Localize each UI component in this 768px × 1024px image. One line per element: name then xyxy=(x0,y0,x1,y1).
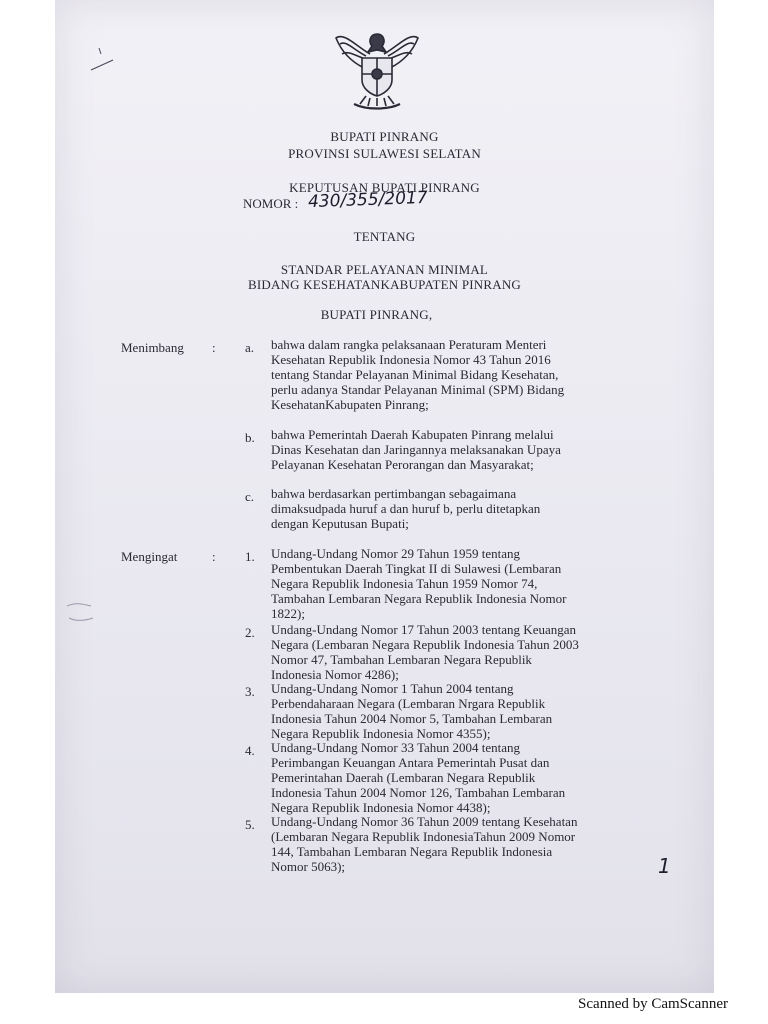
consideration-text: bahwa berdasarkan pertimbangan sebagaimana dimaksudpada huruf a dan huruf b, perlu ditetapkan dengan Keputusan Bupati; xyxy=(271,486,541,531)
pen-mark-icon xyxy=(89,40,119,76)
scanner-footer: Scanned by CamScanner xyxy=(578,996,728,1012)
mengingat-colon: : xyxy=(212,549,216,564)
legal-basis-text: Undang-Undang Nomor 17 Tahun 2003 tentang Keuangan Negara (Lembaran Negara Republik Indonesia Tahun 2003 Nomor 47, Tambahan Lembaran Negara Republik Indonesia Nomor 4286); xyxy=(271,622,579,682)
regent-heading: BUPATI PINRANG xyxy=(330,129,439,144)
consideration-marker: c. xyxy=(245,489,255,504)
legal-basis-marker: 3. xyxy=(245,684,255,699)
subject-line-1: STANDAR PELAYANAN MINIMAL xyxy=(280,262,489,277)
consideration-text: bahwa dalam rangka pelaksanaan Peraturam Menteri Kesehatan Republik Indonesia Nomor 43 Tahun 2016 tentang Standar Pelayanan Minimal Bidang Kesehatan, perlu adanya Standar Pelayanan Minimal (SPM) Bidang KesehatanKabupaten Pinrang; xyxy=(271,337,565,412)
consideration-marker: a. xyxy=(245,340,255,355)
legal-basis-text: Undang-Undang Nomor 36 Tahun 2009 tentang Kesehatan (Lembaran Negara Republik IndonesiaTahun 2009 Nomor 144, Tambahan Lembaran Negara Republik Indonesia Nomor 5063); xyxy=(271,814,578,874)
legal-basis-marker: 4. xyxy=(245,743,255,758)
decree-title: KEPUTUSAN BUPATI PINRANG xyxy=(289,180,480,195)
issuer-heading: BUPATI PINRANG, xyxy=(320,307,433,322)
legal-basis-text: Undang-Undang Nomor 29 Tahun 1959 tentang Pembentukan Daerah Tingkat II di Sulawesi (Lembaran Negara Republik Indonesia Tahun 1959 Nomor 74, Tambahan Lembaran Negara Republik Indonesia Nomor 1822); xyxy=(271,546,567,621)
page-number: 1 xyxy=(658,854,671,878)
tentang-heading: TENTANG xyxy=(353,229,416,244)
legal-basis-marker: 2. xyxy=(245,625,255,640)
legal-basis-text: Undang-Undang Nomor 33 Tahun 2004 tentang Perimbangan Keuangan Antara Pemerintah Pusat dan Pemerintahan Daerah (Lembaran Negara Republik Indonesia Tahun 2004 Nomor 126, Tambahan Lembaran Negara Republik Indonesia Nomor 4438); xyxy=(271,740,566,815)
subject-line-2: BIDANG KESEHATANKABUPATEN PINRANG xyxy=(247,277,522,292)
document-page xyxy=(55,0,714,993)
nomor-label: NOMOR : xyxy=(243,196,299,211)
nomor-handwritten-value: 430/355/2017 xyxy=(307,187,428,213)
menimbang-label: Menimbang xyxy=(121,340,184,355)
legal-basis-text: Undang-Undang Nomor 1 Tahun 2004 tentang Perbendaharaan Negara (Lembaran Nrgara Republik Indonesia Tahun 2004 Nomor 5, Tambahan Lembaran Negara Republik Indonesia Nomor 4355); xyxy=(271,681,553,741)
consideration-text: bahwa Pemerintah Daerah Kabupaten Pinrang melalui Dinas Kesehatan dan Jaringannya melaksanakan Upaya Pelayanan Kesehatan Perorangan dan Masyarakat; xyxy=(271,427,561,472)
legal-basis-marker: 5. xyxy=(245,817,255,832)
legal-basis-marker: 1. xyxy=(245,549,255,564)
garuda-emblem-icon xyxy=(330,24,424,110)
smudge-mark-icon xyxy=(63,598,103,628)
menimbang-colon: : xyxy=(212,340,216,355)
mengingat-label: Mengingat xyxy=(121,549,178,564)
province-heading: PROVINSI SULAWESI SELATAN xyxy=(288,146,481,161)
consideration-marker: b. xyxy=(245,430,255,445)
